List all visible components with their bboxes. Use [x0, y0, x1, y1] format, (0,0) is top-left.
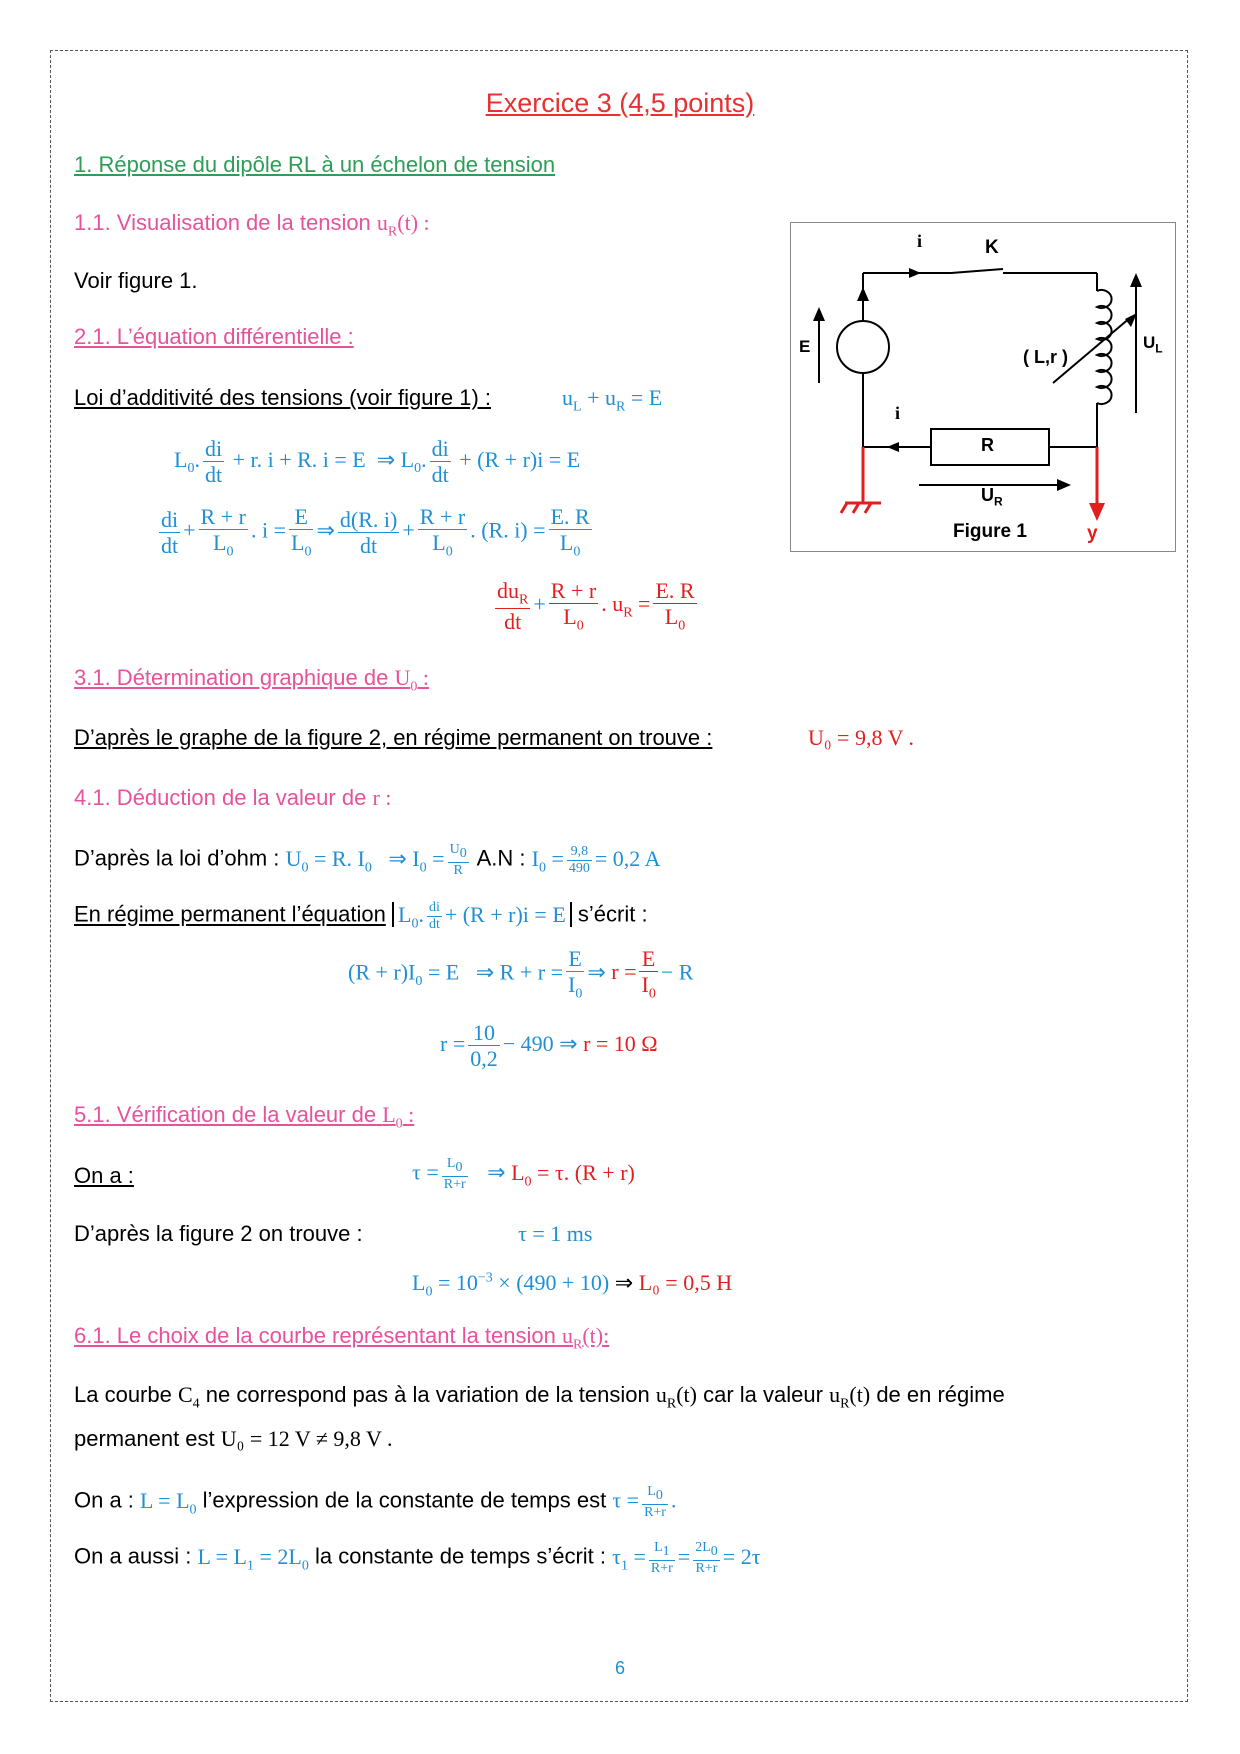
s31-result: U₀ = 9,8 V .	[808, 725, 915, 750]
label-i-bottom: i	[895, 403, 901, 423]
eq-line-3: $\frac{du_R}{dt}$ + $\frac{R + r}{L_0}$ . $u_R$ = $\frac{E. R}{L_0}$	[497, 578, 695, 635]
s41-permanent-line: En régime permanent l’équation $L_0$. $\frac{di}{dt}$ + (R + r)i = E s’écrit :	[74, 900, 648, 933]
eq-line-1: $L_0$. $\frac{di}{dt}$ + r. i + R. i = E ⇒ $L_0$. $\frac{di}{dt}$ + (R + r)i = E	[174, 436, 581, 488]
s11-heading: 1.1. Visualisation de la tension $u_R(t)$ :	[74, 210, 430, 240]
figure-caption: Figure 1	[953, 521, 1027, 542]
s21-heading: 2.1. L’équation différentielle :	[74, 324, 354, 349]
s51-fig2: D’après la figure 2 on trouve :	[74, 1221, 363, 1246]
label-lr: ( L,r )	[1023, 347, 1068, 367]
tau-formula: τ = $\frac{L_0}{R+r}$ ⇒ $L_0 = \tau$. (R + r)	[412, 1156, 635, 1192]
s31-body: D’après le graphe de la figure 2, en régime permanent on trouve :	[74, 725, 713, 750]
exercise-title: Exercice 3 (4,5 points)	[485, 88, 755, 118]
label-k: K	[985, 237, 999, 258]
additivity-equation: $u_L + u_R = E$	[562, 385, 663, 415]
label-y: y	[1087, 523, 1098, 544]
s51-heading: 5.1. Vérification de la valeur de $L_0$ :	[74, 1102, 415, 1132]
part1-heading: 1. Réponse du dipôle RL à un échelon de tension	[74, 152, 556, 177]
s51-tau: τ = 1 ms	[518, 1221, 593, 1246]
label-ur: $U_R$	[981, 485, 1003, 509]
page-number: 6	[614, 1658, 625, 1678]
s61-line4: On a aussi : $L = L_1 = 2L_0$ la constante de temps s’écrit : $\tau_1$ = $\frac{L_1}{R+r}$ = $\frac{2L_0}{R+r}$ = 2τ	[74, 1540, 761, 1576]
figure-1-circuit	[790, 222, 1176, 552]
s41-ohm-line: D’après la loi d’ohm : $U_0 = R$. $I_0$ ⇒ $I_0$ = $\frac{U_0}{R}$ A.N : $I_0$ = $\frac{9,8}{490}$ = 0,2 A	[74, 842, 661, 878]
s61-line2: permanent est U₀ = 12 V ≠ 9,8 V .	[74, 1426, 393, 1451]
s51-ona: On a :	[74, 1163, 134, 1188]
label-r: R	[981, 435, 994, 455]
s11-body: Voir figure 1.	[74, 268, 198, 293]
label-i-top: i	[917, 231, 923, 251]
s61-line1: La courbe $C_4$ ne correspond pas à la variation de la tension $u_R(t)$ car la valeur $u_R(t)$ de en régime	[74, 1382, 1005, 1412]
eq-line-2: $\frac{di}{dt}$ + $\frac{R + r}{L_0}$ . i = $\frac{E}{L_0}$ ⇒ $\frac{d(R. i)}{dt}$ + $\frac{R + r}{L_0}$ . (R. i) = $\frac{E. R}{L_0}$	[161, 504, 590, 560]
eq-l0: $L_0 = 10^{-3} \times (490 + 10)$ ⇒ L₀ = 0,5 H	[412, 1270, 733, 1300]
s61-heading: 6.1. Le choix de la courbe représentant la tension $u_R(t)$:	[74, 1323, 610, 1353]
s41-heading: 4.1. Déduction de la valeur de r :	[74, 785, 392, 810]
label-ul: $U_L$	[1143, 333, 1163, 356]
s61-line3: On a : $L = L_0$ l’expression de la constante de temps est τ = $\frac{L_0}{R+r}$ .	[74, 1484, 677, 1520]
label-e: E	[799, 337, 811, 356]
eq-r-2: r = $\frac{10}{0,2}$ − 490 ⇒ r = 10 Ω	[440, 1020, 658, 1072]
s31-heading: 3.1. Détermination graphique de $U_0$ :	[74, 665, 429, 695]
eq-r-1: $(R + r)I_0 = E$ ⇒ R + r = $\frac{E}{I_0}$ ⇒ r = $\frac{E}{I_0}$ − R	[348, 946, 694, 1002]
s21-intro: Loi d’additivité des tensions (voir figure 1) :	[74, 385, 491, 410]
